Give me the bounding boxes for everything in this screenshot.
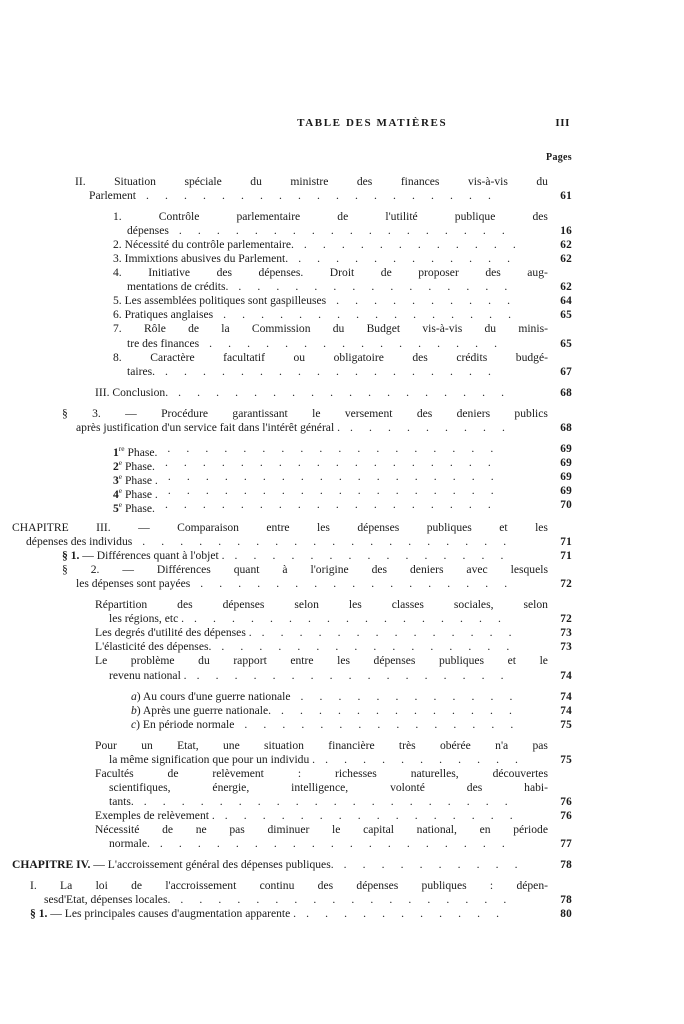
page-number: 78 [560, 859, 572, 872]
toc-entry[interactable] [0, 549, 684, 563]
leader-dots: ............... [234, 549, 520, 563]
toc-entry[interactable] [0, 407, 684, 435]
toc-entry-line: Pour un Etat, une situation financière très obérée n'a pas [95, 738, 548, 752]
leader-dots: ................... [146, 189, 507, 203]
toc-entry-continuation: après justification d'un service fait dans l'intérêt général . ......... 68 [0, 421, 684, 435]
toc-entry-line: c) En période normale ............... 75 [0, 718, 684, 732]
toc-entry-line: L'élasticité des dépenses. ................ 73 [0, 640, 684, 654]
toc-entry-line: Nécessité de ne pas diminuer le capital national, en période [95, 822, 548, 836]
leader-dots: .................... [143, 794, 524, 808]
page-number: 16 [560, 225, 572, 238]
toc-entry[interactable] [0, 858, 684, 872]
toc-entry-line: 5e Phase. .................. 70 [0, 498, 684, 512]
toc-entry-line: Répartition des dépenses selon les classes sociales, selon [95, 598, 548, 612]
page-number: 73 [560, 641, 572, 654]
pages-column-header: Pages [546, 152, 572, 163]
page-number: 64 [560, 295, 572, 308]
toc-entry[interactable] [0, 563, 684, 591]
toc-entry-continuation: tants. .................... 76 [0, 795, 684, 809]
toc-entry-continuation: dépenses des individus .................... 71 [0, 535, 684, 549]
page-number: 76 [560, 795, 572, 808]
toc-entry[interactable] [0, 521, 684, 549]
page-number: 76 [560, 809, 572, 822]
toc-entry[interactable] [0, 640, 684, 654]
group-spacer [0, 732, 684, 739]
toc-entry[interactable] [0, 266, 684, 294]
leader-dots: .............. [261, 626, 528, 640]
toc-entry-line: Exemples de relèvement . ................ 76 [0, 809, 684, 823]
toc-entry-continuation: la même signification que pour un individu . ........... 75 [0, 753, 684, 767]
toc-entry[interactable] [0, 879, 684, 907]
leader-dots: ................... [159, 837, 521, 851]
leader-dots: ................. [194, 612, 517, 626]
toc-entry-line: 6. Pratiques anglaises ................ 65 [0, 308, 684, 322]
toc-entry-line: Facultés de relèvement : richesses naturelles, découvertes [95, 766, 548, 780]
running-head-folio: III [555, 117, 570, 129]
toc-entry[interactable] [0, 598, 684, 626]
leader-dots: .................. [167, 441, 510, 455]
toc-entry[interactable] [0, 823, 684, 851]
toc-entry-line: I. La loi de l'accroissement continu des dépenses publiques : dépen- [30, 879, 548, 893]
page-number: 74 [560, 690, 572, 703]
group-spacer [0, 379, 684, 386]
toc-entry-line: 5. Les assemblées politiques sont gaspilleuses .......... 64 [0, 294, 684, 308]
toc-entry-continuation: mentations de crédits. ............... 62 [0, 280, 684, 294]
page-number: 74 [560, 704, 572, 717]
toc-entry-line: b) Après une guerre nationale. ............. 74 [0, 704, 684, 718]
toc-entry[interactable] [0, 739, 684, 767]
toc-entry-line: 1. Contrôle parlementaire de l'utilité publique des [113, 210, 548, 224]
leader-dots: .................. [178, 224, 521, 238]
running-head-title: TABLE DES MATIÈRES [297, 117, 448, 129]
page-number: 80 [560, 908, 572, 921]
leader-dots: ................. [200, 577, 524, 591]
group-spacer [0, 683, 684, 690]
toc-entry-continuation: taires. .................. 67 [0, 365, 684, 379]
toc-entry-line: Les degrés d'utilité des dépenses . .............. 73 [0, 626, 684, 640]
leader-dots: .................. [167, 469, 510, 483]
toc-entry[interactable] [0, 455, 684, 473]
leader-dots: .................. [167, 483, 510, 497]
page-number: 77 [560, 838, 572, 851]
toc-entry-line: § 2. — Différences quant à l'origine des deniers avec lesquels [62, 563, 548, 577]
page-number: 69 [560, 470, 572, 483]
toc-entry-line: 4. Initiative des dépenses. Droit de proposer des aug- [113, 266, 548, 280]
group-spacer [0, 872, 684, 879]
toc-entry-line: CHAPITRE IV. — L'accroissement général des dépenses publiques. .......... 78 [0, 858, 684, 872]
toc-entry-line: II. Situation spéciale du ministre des finances vis-à-vis du [75, 175, 548, 188]
toc-entry[interactable] [0, 322, 684, 350]
group-spacer [0, 512, 684, 521]
leader-dots: .......... [343, 858, 534, 872]
toc-entry-line: a) Au cours d'une guerre nationale ............ 74 [0, 690, 684, 704]
toc-entry-continuation: tre des finances ................ 65 [0, 337, 684, 351]
leader-dots: .................... [142, 535, 523, 549]
toc-entry[interactable] [0, 308, 684, 322]
leader-dots: ................ [224, 808, 529, 822]
toc-entry-continuation: scientifiques, énergie, intelligence, volonté des habi- [109, 780, 548, 794]
leader-dots: ......... [349, 420, 521, 434]
toc-entry[interactable] [0, 175, 684, 203]
toc-entry[interactable] [0, 907, 684, 921]
toc-entry-line: 8. Caractère facultatif ou obligatoire des crédits budgé- [113, 350, 548, 364]
page-number: 61 [560, 190, 572, 203]
leader-dots: ............... [238, 280, 524, 294]
page-number: 62 [560, 281, 572, 294]
page-number: 68 [560, 421, 572, 434]
leader-dots: .................. [165, 364, 507, 378]
leader-dots: ............ [298, 252, 527, 266]
running-head [103, 117, 570, 131]
toc-entry-line: 2e Phase. .................. 69 [0, 456, 684, 470]
toc-entry[interactable] [0, 469, 684, 487]
toc-entry[interactable] [0, 351, 684, 379]
toc-entry-continuation: Parlement ................... 61 [0, 189, 684, 203]
page-number: 62 [560, 239, 572, 252]
toc-entry-line: § 1. — Les principales causes d'augmentation apparente . ........... 80 [0, 907, 684, 921]
page-number: 73 [560, 627, 572, 640]
toc-entry[interactable] [0, 809, 684, 823]
page-number: 72 [560, 613, 572, 626]
toc-entry-line: CHAPITRE III. — Comparaison entre les dépenses publiques et les [12, 521, 548, 535]
group-spacer [0, 851, 684, 858]
toc-entry-line: III. Conclusion. .................. 68 [0, 386, 684, 400]
page-number: 75 [560, 718, 572, 731]
toc-entry[interactable] [0, 626, 684, 640]
toc-entry-line: 4e Phase . .................. 69 [0, 484, 684, 498]
leader-dots: ................ [221, 640, 526, 654]
leader-dots: ........... [325, 752, 535, 766]
toc-entry-continuation: revenu national . ................. 74 [0, 669, 684, 683]
page-number: 69 [560, 456, 572, 469]
toc-entry[interactable] [0, 238, 684, 252]
group-spacer [0, 435, 684, 442]
leader-dots: ............ [303, 238, 532, 252]
leader-dots: .................. [178, 385, 521, 399]
toc-entry-continuation: normale. ................... 77 [0, 837, 684, 851]
toc-entry-line: 2. Nécessité du contrôle parlementaire. ............ 62 [0, 238, 684, 252]
toc-entry-continuation: les régions, etc . ................. 72 [0, 612, 684, 626]
page-number: 70 [560, 498, 572, 511]
page-number: 75 [560, 753, 572, 766]
leader-dots: ................. [196, 668, 520, 682]
toc-entry[interactable] [0, 483, 684, 501]
toc-entry[interactable] [0, 767, 684, 809]
page-number: 65 [560, 309, 572, 322]
page-number: 74 [560, 669, 572, 682]
leader-dots: ............... [244, 717, 530, 731]
toc-entry[interactable] [0, 294, 684, 308]
leader-dots: ............. [281, 703, 529, 717]
page-number: 71 [560, 536, 572, 549]
group-spacer [0, 591, 684, 598]
page-number: 62 [560, 253, 572, 266]
toc-entry-line: § 3. — Procédure garantissant le versement des deniers publics [62, 406, 548, 420]
page-number: 78 [560, 894, 572, 907]
toc-entry-continuation: dépenses .................. 16 [0, 224, 684, 238]
toc-entry-line: 7. Rôle de la Commission du Budget vis-à-vis du minis- [113, 322, 548, 336]
page-number: 65 [560, 337, 572, 350]
table-of-contents [0, 175, 684, 921]
page-number: 69 [560, 442, 572, 455]
toc-entry[interactable] [0, 718, 684, 732]
page-number: 72 [560, 578, 572, 591]
leader-dots: .................. [180, 893, 523, 907]
toc-entry[interactable] [0, 497, 684, 515]
group-spacer [0, 400, 684, 407]
toc-entry[interactable] [0, 386, 684, 400]
toc-entry-continuation: les dépenses sont payées ................. 72 [0, 577, 684, 591]
leader-dots: .......... [336, 294, 527, 308]
leader-dots: ........... [306, 907, 516, 921]
page-number: 69 [560, 484, 572, 497]
toc-entry-line: 3e Phase . .................. 69 [0, 470, 684, 484]
toc-entry[interactable] [0, 654, 684, 682]
page-number: 71 [560, 550, 572, 563]
toc-entry-line: § 1. — Différences quant à l'objet . ............... 71 [0, 549, 684, 563]
toc-entry[interactable] [0, 252, 684, 266]
toc-entry-line: 3. Immixtions abusives du Parlement. ............ 62 [0, 252, 684, 266]
page-number: 68 [560, 386, 572, 399]
page-number: 67 [560, 365, 572, 378]
toc-entry[interactable] [0, 441, 684, 459]
toc-entry-line: 1re Phase. .................. 69 [0, 442, 684, 456]
leader-dots: ................ [209, 336, 514, 350]
leader-dots: .................. [164, 455, 507, 469]
toc-entry[interactable] [0, 210, 684, 238]
toc-entry[interactable] [0, 690, 684, 704]
group-spacer [0, 203, 684, 210]
toc-entry-continuation: sesd'Etat, dépenses locales. .................. 78 [0, 893, 684, 907]
leader-dots: ................ [223, 308, 528, 322]
leader-dots: ............ [300, 689, 529, 703]
toc-entry-line: Le problème du rapport entre les dépenses publiques et le [95, 654, 548, 668]
toc-entry[interactable] [0, 704, 684, 718]
leader-dots: .................. [164, 497, 507, 511]
